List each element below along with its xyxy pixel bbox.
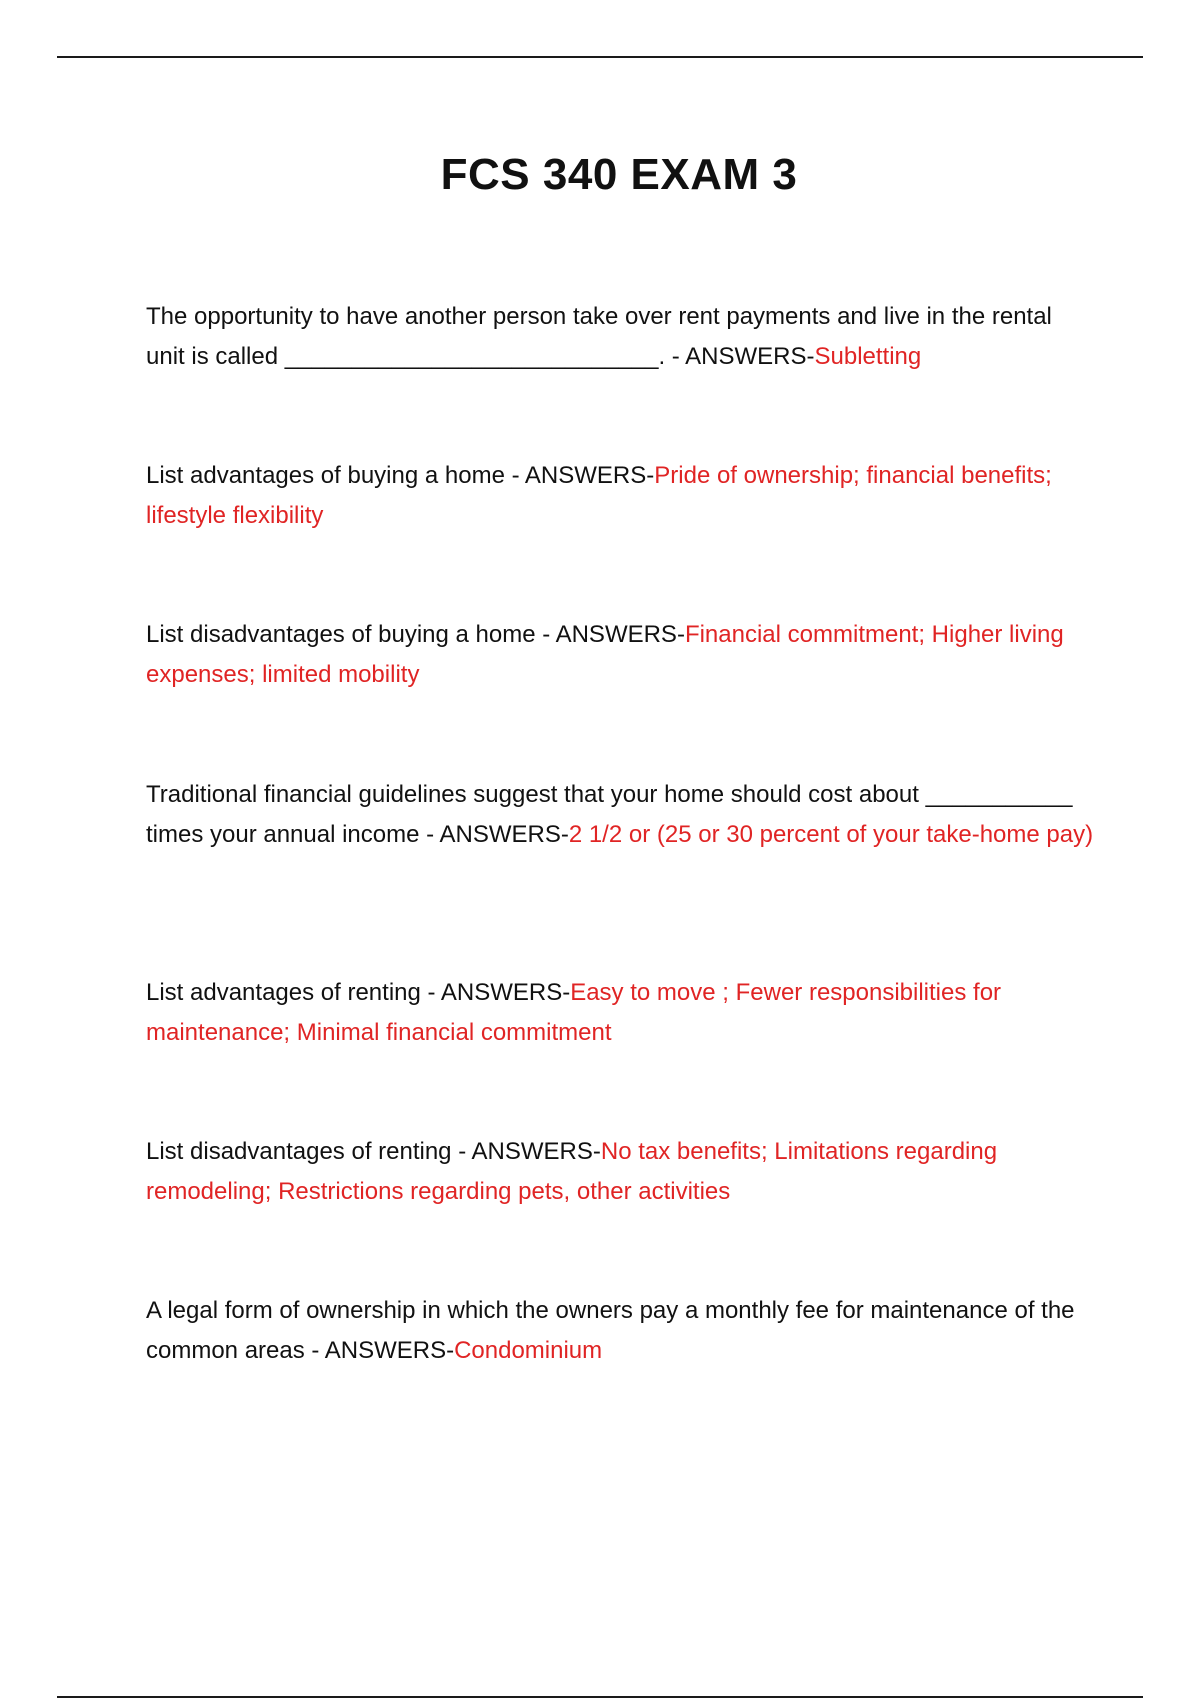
answer-text: Condominium (454, 1337, 603, 1364)
question-text: List advantages of renting - ANSWERS- (146, 979, 571, 1006)
page-title: FCS 340 EXAM 3 (440, 150, 798, 199)
qa-item (146, 456, 1096, 536)
question-text: List advantages of buying a home - ANSWERS- (146, 462, 655, 489)
qa-item (146, 973, 1096, 1053)
question-text: List disadvantages of buying a home - ANSWERS- (146, 621, 685, 648)
qa-item (146, 297, 1096, 377)
answer-text: No tax benefits; Limitations regarding remodeling; Restrictions regarding pets, other activities (146, 1138, 998, 1205)
qa-item (146, 1132, 1096, 1212)
answer-text: Pride of ownership; financial benefits; lifestyle flexibility (146, 462, 1052, 529)
question-text: A legal form of ownership in which the owners pay a monthly fee for maintenance of the common areas - ANSWERS- (146, 1297, 1075, 1364)
answer-text: 2 1/2 or (25 or 30 percent of your take-home pay) (568, 821, 1094, 848)
question-text: List disadvantages of renting - ANSWERS- (146, 1138, 601, 1165)
answer-text: Easy to move ; Fewer responsibilities for maintenance; Minimal financial commitment (146, 979, 1002, 1046)
question-text: Traditional financial guidelines suggest that your home should cost about ___________ times your annual income - ANSWERS- (146, 781, 1073, 848)
qa-item (146, 775, 1096, 855)
answer-text: Subletting (814, 343, 922, 370)
bottom-rule (57, 1696, 1143, 1698)
top-rule (57, 56, 1143, 58)
question-text: The opportunity to have another person take over rent payments and live in the rental unit is called ____________________________. - ANSWERS- (146, 303, 1052, 370)
qa-item (146, 1291, 1096, 1371)
answer-text: Financial commitment; Higher living expenses; limited mobility (146, 621, 1064, 688)
qa-item (146, 615, 1096, 695)
